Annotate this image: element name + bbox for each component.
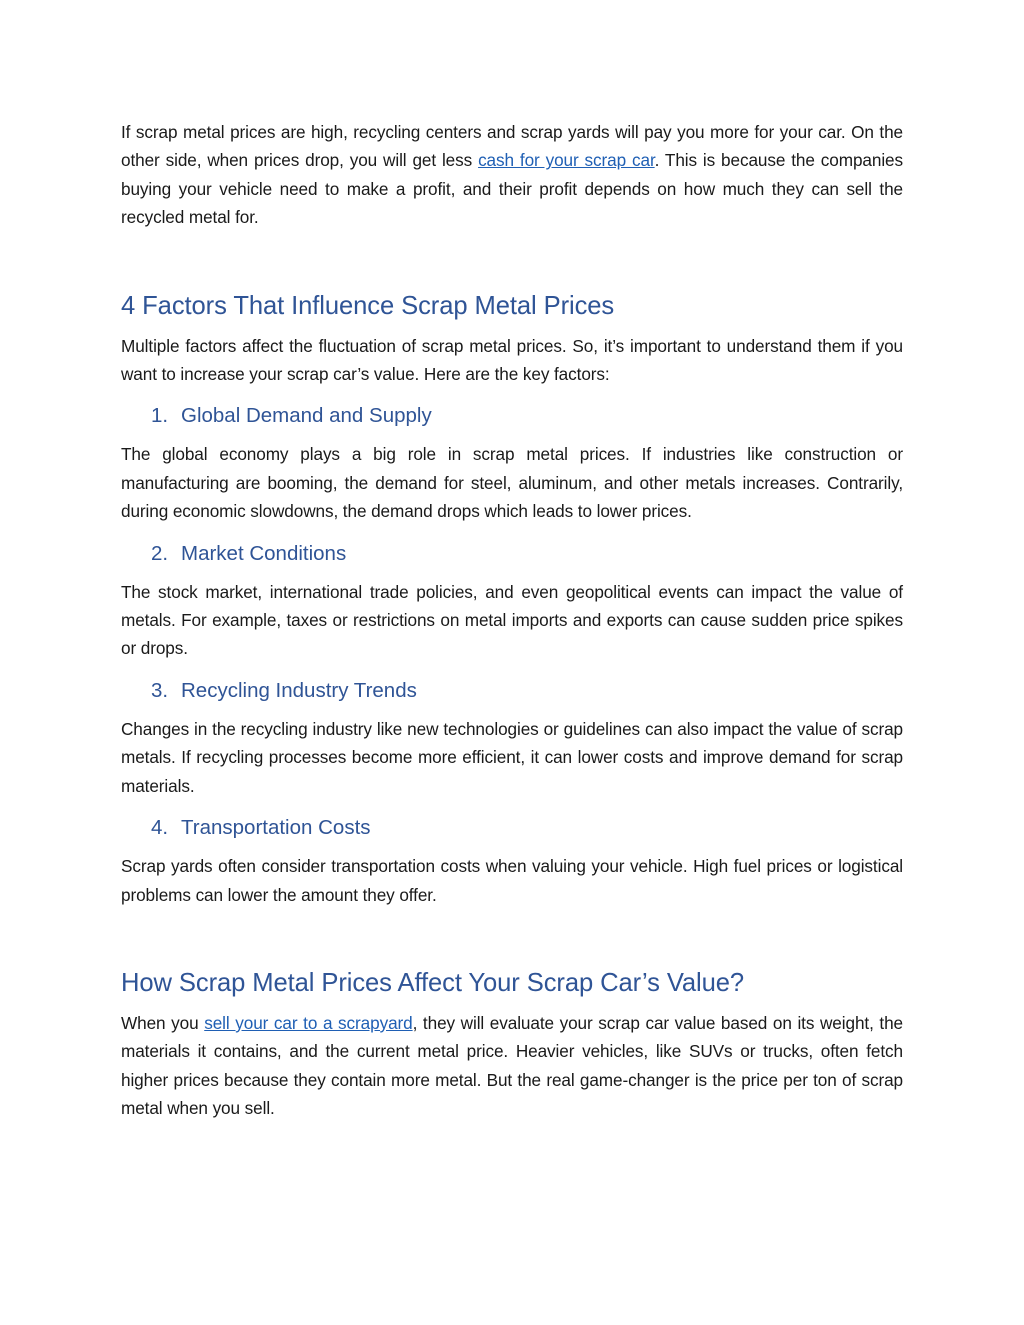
factor-4-heading xyxy=(121,814,903,842)
factor-4-title: Transportation Costs xyxy=(181,816,371,840)
intro-paragraph xyxy=(121,118,903,232)
factor-3-paragraph: Changes in the recycling industry like new technologies or guidelines can also impact the value of scrap metals. If recycling processes become more efficient, it can lower costs and improve demand for scrap materials. xyxy=(121,718,903,796)
value-text-after-link: , they will evaluate your scrap car value based on its weight, the materials it contains, and the current metal price. Heavier vehicles, like SUVs or trucks, often fetch higher prices because they contain more metal. But the real game-changer is the price per ton of scrap metal when you sell. xyxy=(121,1012,903,1119)
intro-text-after-link: . This is because the companies buying your vehicle need to make a profit, and their profit depends on how much they can sell the recycled metal for. xyxy=(121,150,903,228)
value-heading: How Scrap Metal Prices Affect Your Scrap Car’s Value? xyxy=(121,968,745,997)
factor-4-paragraph: Scrap yards often consider transportation costs when valuing your vehicle. High fuel prices or logistical problems can lower the amount they offer. xyxy=(121,856,903,905)
factor-3-title: Recycling Industry Trends xyxy=(181,678,417,702)
factor-2-paragraph: The stock market, international trade policies, and even geopolitical events can impact the value of metals. For example, taxes or restrictions on metal imports and exports can cause sudden price spikes or drops. xyxy=(121,581,903,659)
document-content xyxy=(121,118,903,1123)
factors-intro-paragraph: Multiple factors affect the fluctuation of scrap metal prices. So, it’s important to understand them if you want to increase your scrap car’s value. Here are the key factors: xyxy=(121,335,903,385)
intro-text-before-link: If scrap metal prices are high, recycling centers and scrap yards will pay you more for your car. On the other side, when prices drop, you will get less xyxy=(121,122,903,171)
factor-2-number: 2. xyxy=(151,541,169,565)
factors-heading: 4 Factors That Influence Scrap Metal Prices xyxy=(121,291,615,320)
factor-1-paragraph: The global economy plays a big role in scrap metal prices. If industries like construction or manufacturing are booming, the demand for steel, aluminum, and other metals increases. Contrarily, during economic slowdowns, the demand drops which leads to lower prices. xyxy=(121,444,903,522)
cash-for-scrap-car-link[interactable]: cash for your scrap car xyxy=(478,150,655,171)
factor-2-heading xyxy=(121,540,903,568)
value-text-before-link: When you xyxy=(121,1012,205,1033)
factor-1-number: 1. xyxy=(151,404,169,428)
factor-1-title: Global Demand and Supply xyxy=(181,404,432,428)
factor-4-number: 4. xyxy=(151,816,169,840)
factor-1-heading xyxy=(121,402,903,430)
factor-2-title: Market Conditions xyxy=(181,541,347,565)
factor-3-number: 3. xyxy=(151,678,169,702)
value-paragraph xyxy=(121,1009,903,1123)
sell-car-to-scrapyard-link[interactable]: sell your car to a scrapyard xyxy=(204,1012,413,1033)
factor-3-heading xyxy=(121,677,903,705)
